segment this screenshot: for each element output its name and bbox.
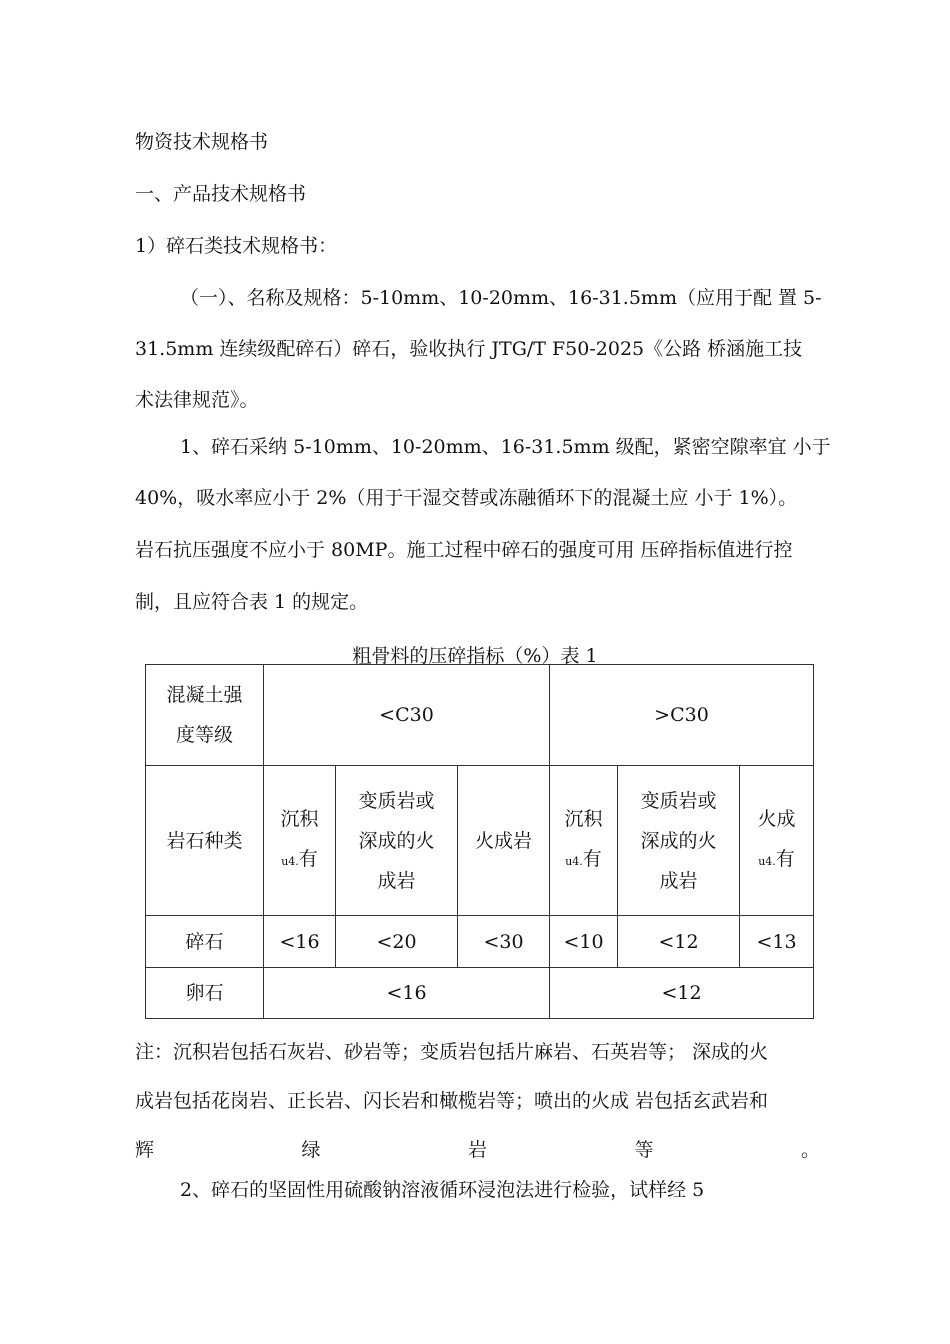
para2-line2: 40%，吸水率应小于 2%（用于干湿交替或冻融循环下的混凝土应 小于 1%）。	[135, 487, 798, 509]
note-line2: 成岩包括花岗岩、正长岩、闪长岩和橄榄岩等；喷出的火成 岩包括玄武岩和	[135, 1090, 769, 1112]
header-grade-cell: 混凝土强 度等级	[146, 665, 264, 766]
para1-line1: （一）、名称及规格：5-10mm、10-20mm、16-31.5mm（应用于配 置 5-	[180, 287, 822, 309]
metamorphic-cell-1: 变质岩或 深成的火 成岩	[336, 766, 458, 916]
sedimentary-cell-2: 沉积 u4.有	[550, 766, 618, 916]
table-row	[146, 968, 814, 1019]
table-row	[146, 916, 814, 968]
note-line1: 注：沉积岩包括石灰岩、砂岩等；变质岩包括片麻岩、石英岩等； 深成的火	[135, 1041, 769, 1063]
table-cell: <16	[264, 916, 336, 968]
note-line3: 辉 绿 岩 等 。	[135, 1139, 820, 1161]
igneous-cell-1: 火成岩	[458, 766, 550, 916]
header-gt-c30: >C30	[550, 665, 814, 766]
para1-line2: 31.5mm 连续级配碎石）碎石，验收执行 JTG/T F50-2025《公路 桥涵施工技	[135, 338, 803, 360]
table-cell: <16	[264, 968, 550, 1019]
table-cell: <13	[740, 916, 814, 968]
para3: 2、碎石的坚固性用硫酸钠溶液循环浸泡法进行检验，试样经 5	[180, 1179, 705, 1201]
section-heading: 一、产品技术规格书	[135, 183, 307, 205]
subsection-heading: 1）碎石类技术规格书：	[135, 235, 338, 257]
row-label-pebble: 卵石	[146, 968, 264, 1019]
metamorphic-cell-2: 变质岩或 深成的火 成岩	[618, 766, 740, 916]
para2-line4: 制，且应符合表 1 的规定。	[135, 591, 369, 613]
table-cell: <20	[336, 916, 458, 968]
sedimentary-cell-1: 沉积 u4.有	[264, 766, 336, 916]
table-caption: 粗骨料的压碎指标（%）表 1	[352, 645, 598, 667]
igneous-cell-2: 火成 u4.有	[740, 766, 814, 916]
crush-index-table	[145, 664, 814, 1019]
rock-type-cell: 岩石种类	[146, 766, 264, 916]
row-label-crushed: 碎石	[146, 916, 264, 968]
table-cell: <12	[550, 968, 814, 1019]
para1-line3: 术法律规范》。	[135, 389, 259, 411]
table-cell: <10	[550, 916, 618, 968]
para2-line3: 岩石抗压强度不应小于 80MP。施工过程中碎石的强度可用 压碎指标值进行控	[135, 539, 793, 561]
header-lt-c30: <C30	[264, 665, 550, 766]
doc-title: 物资技术规格书	[135, 131, 269, 153]
table-cell: <30	[458, 916, 550, 968]
table-cell: <12	[618, 916, 740, 968]
para2-line1: 1、碎石采纳 5-10mm、10-20mm、16-31.5mm 级配，紧密空隙率宜 小于	[180, 436, 831, 458]
